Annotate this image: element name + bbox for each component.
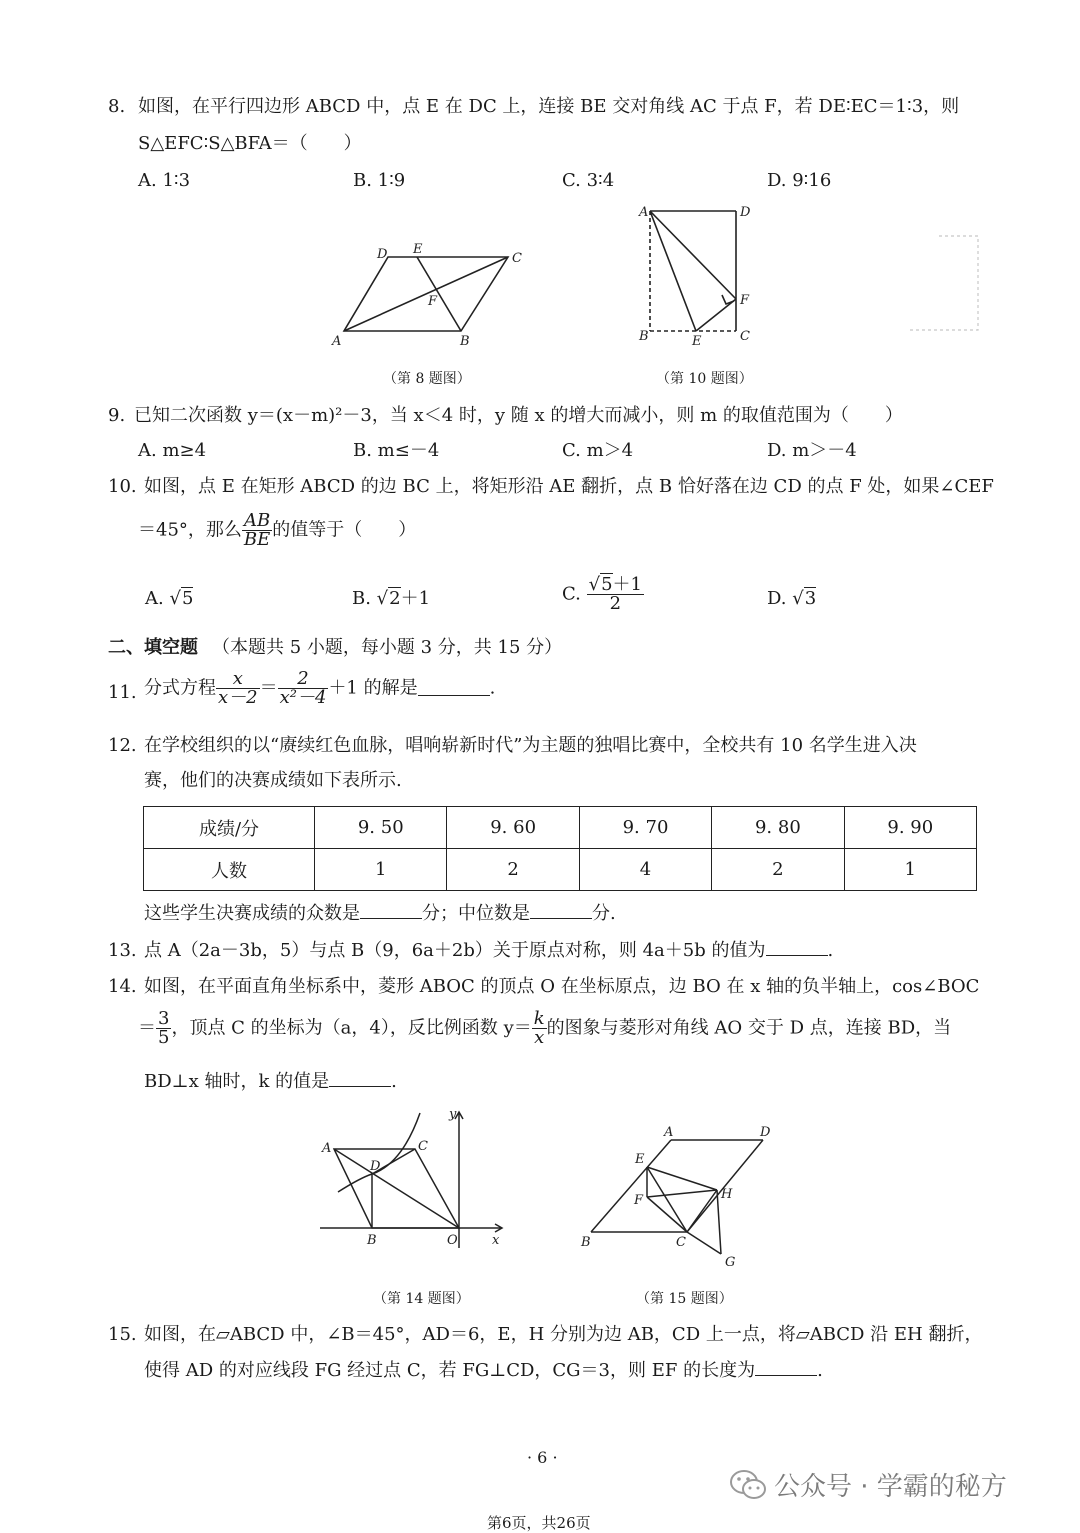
q8-label-a: A: [332, 334, 342, 349]
q10-option-c: [562, 576, 644, 613]
q14-frac-num: 3: [158, 1008, 170, 1029]
q11-frac1-num: x: [216, 670, 260, 689]
wechat-icon: [728, 1468, 768, 1502]
table-cell: 2: [712, 849, 844, 891]
q10-option-d: D. √3: [767, 588, 817, 609]
q13-text: 点 A（2a－3b，5）与点 B（9，6a＋2b）关于原点对称，则 4a＋5b 的值为: [144, 940, 766, 961]
table-cell: 9. 90: [844, 807, 976, 849]
q14-stem-line2: [138, 1010, 951, 1047]
q14-stem-line1: 如图，在平面直角坐标系中，菱形 ABOC 的顶点 O 在坐标原点，边 BO 在 x 轴的负半轴上，cos∠BOC: [144, 976, 980, 997]
table-row: [144, 807, 977, 849]
q15-stem-line2: [144, 1360, 823, 1382]
q15-figure-caption: （第 15 题图）: [636, 1291, 733, 1307]
q14-label-c: C: [418, 1139, 428, 1154]
q15-answer-blank[interactable]: [755, 1361, 817, 1376]
q11-frac2-num: 2: [278, 670, 329, 689]
q12-ask-mode: 这些学生决赛成绩的众数是: [144, 903, 360, 924]
q14-label-d: D: [370, 1159, 381, 1174]
q10-label-a: A: [639, 205, 649, 220]
q14-label-o: O: [447, 1233, 458, 1248]
q8-label-e: E: [413, 242, 423, 257]
q8-label-f: F: [428, 294, 438, 309]
section2-note: （本题共 5 小题，每小题 3 分，共 15 分）: [212, 637, 563, 658]
q11-frac1-den: x－2: [218, 687, 258, 708]
q8-option-c: C. 3∶4: [562, 170, 615, 191]
q10-number: 10.: [108, 476, 137, 497]
q10-label-d: D: [740, 205, 751, 220]
q11-end: .: [489, 677, 496, 699]
table-cell: 人数: [144, 849, 315, 891]
table-cell: 2: [447, 849, 579, 891]
q10-opt-d-value: 3: [804, 588, 817, 609]
q14-mid: ，顶点 C 的坐标为（a，4），反比例函数 y＝: [171, 1017, 532, 1039]
q14-k-num: k: [533, 1008, 545, 1029]
q12-mode-blank[interactable]: [360, 904, 422, 919]
watermark-text: 公众号 · 学霸的秘方: [774, 1472, 1007, 1502]
table-cell: 9. 70: [579, 807, 711, 849]
q14-frac-den: 5: [158, 1027, 170, 1048]
q10-figure-caption: （第 10 题图）: [656, 371, 753, 387]
q9-option-c: C. m＞4: [562, 440, 634, 461]
q12-median-blank[interactable]: [530, 904, 592, 919]
q11-equals: ＝: [259, 677, 278, 699]
scan-margin-mark: [908, 232, 980, 334]
q11-fraction-1: [216, 670, 260, 707]
watermark: [728, 1466, 1007, 1503]
q8-option-d: D. 9∶16: [767, 170, 832, 191]
q14-end: .: [391, 1071, 397, 1092]
q8-label-b: B: [460, 334, 470, 349]
q12-number: 12.: [108, 735, 137, 756]
q8-stem-line1: 如图，在平行四边形 ABCD 中，点 E 在 DC 上，连接 BE 交对角线 AC 于点 F，若 DE∶EC＝1∶3，则: [138, 96, 960, 117]
q15-label-f: F: [634, 1193, 644, 1208]
q13-answer-blank[interactable]: [766, 941, 828, 956]
q12-score-table: [143, 806, 977, 891]
q14-answer-blank[interactable]: [329, 1072, 391, 1087]
q10-opt-b-label: B.: [352, 588, 371, 609]
q14-label-y: y: [449, 1107, 457, 1122]
page-number: · 6 ·: [527, 1448, 558, 1467]
q14-prefix: ＝: [138, 1017, 156, 1039]
q15-label-h: H: [721, 1187, 733, 1202]
q15-text: 使得 AD 的对应线段 FG 经过点 C，若 FG⊥CD，CG＝3，则 EF 的长度为: [144, 1360, 756, 1381]
q10-stem-line2: [138, 512, 416, 549]
q11-fraction-2: [278, 670, 329, 707]
q9-option-a: A. m≥4: [138, 440, 207, 461]
q15-label-a: A: [664, 1125, 674, 1140]
q13-end: .: [827, 940, 834, 961]
q14-stem-line3: [144, 1071, 397, 1093]
q11-suffix: ＋1 的解是: [328, 677, 418, 699]
q10-option-b: B. √2＋1: [352, 588, 431, 609]
q10-stem-line1: 如图，点 E 在矩形 ABCD 的边 BC 上，将矩形沿 AE 翻折，点 B 恰好落在边 CD 的点 F 处，如果∠CEF: [144, 476, 994, 497]
q10-fraction-ab-be: [242, 512, 272, 549]
q12-question: [144, 903, 616, 925]
q15-figure-folded-parallelogram: [575, 1120, 785, 1270]
q10-opt-c-label: C.: [562, 583, 581, 605]
q12-stem-line2: 赛，他们的决赛成绩如下表所示.: [144, 770, 402, 791]
q14-figure-caption: （第 14 题图）: [373, 1291, 470, 1307]
table-cell: 9. 60: [447, 807, 579, 849]
table-cell: 9. 50: [315, 807, 447, 849]
q10-option-a: A. √5: [145, 588, 194, 609]
q15-label-g: G: [725, 1255, 736, 1270]
q11-stem: [144, 670, 495, 707]
table-cell: 成绩/分: [144, 807, 315, 849]
q12-ask-median: 分；中位数是: [422, 903, 530, 924]
q8-label-d: D: [377, 247, 388, 262]
q10-opt-b-value: 2: [389, 588, 401, 609]
table-cell: 1: [844, 849, 976, 891]
q10-opt-b-tail: ＋1: [400, 588, 431, 609]
q14-text: BD⊥x 轴时，k 的值是: [144, 1071, 330, 1092]
q10-opt-c-tail: ＋1: [612, 574, 642, 595]
q13-stem: [144, 940, 833, 962]
q10-stem-prefix: ＝45°，那么: [138, 519, 242, 541]
q13-number: 13.: [108, 940, 137, 961]
q10-label-e: E: [692, 334, 702, 349]
q8-label-c: C: [512, 251, 522, 266]
q14-suffix: 的图象与菱形对角线 AO 交于 D 点，连接 BD，当: [546, 1017, 952, 1039]
q10-opt-a-value: 5: [181, 588, 194, 609]
q8-option-b: B. 1∶9: [353, 170, 406, 191]
q15-number: 15.: [108, 1324, 137, 1345]
q14-k-den: x: [534, 1027, 545, 1048]
q10-figure-rectangle: [630, 200, 760, 350]
q11-frac2-den: x²－4: [279, 687, 327, 708]
q15-label-b: B: [581, 1235, 591, 1250]
q10-opt-d-label: D.: [767, 588, 787, 609]
q10-stem-suffix: 的值等于（ ）: [272, 519, 417, 541]
q8-figure-caption: （第 8 题图）: [383, 371, 471, 387]
q8-option-a: A. 1∶3: [138, 170, 191, 191]
q10-label-c: C: [740, 329, 750, 344]
q14-label-b: B: [367, 1233, 377, 1248]
q14-fraction-k-x: [532, 1010, 547, 1047]
table-cell: 4: [579, 849, 711, 891]
q10-opt-c-root: 5: [601, 574, 613, 595]
q15-label-e: E: [635, 1152, 645, 1167]
q9-option-d: D. m＞－4: [767, 440, 857, 461]
q10-frac-den: BE: [243, 529, 271, 550]
section2-title: 二、填空题: [108, 637, 198, 658]
table-row: [144, 849, 977, 891]
q15-stem-line1: 如图，在▱ABCD 中，∠B＝45°，AD＝6，E，H 分别为边 AB，CD 上一点，将▱ABCD 沿 EH 翻折，: [144, 1324, 983, 1345]
q10-opt-c-den: 2: [609, 593, 622, 614]
q14-label-x: x: [492, 1233, 500, 1248]
q10-label-f: F: [740, 293, 750, 308]
q15-label-c: C: [676, 1235, 686, 1250]
q10-label-b: B: [639, 329, 649, 344]
q8-stem-line2: S△EFC∶S△BFA＝（ ）: [138, 133, 362, 154]
q8-figure-parallelogram: [320, 235, 540, 350]
page-count: 第6页，共26页: [487, 1514, 591, 1532]
q15-end: .: [817, 1360, 823, 1381]
q11-prefix: 分式方程: [144, 677, 216, 699]
table-cell: 9. 80: [712, 807, 844, 849]
q12-ask-end: 分.: [592, 903, 616, 924]
q10-opt-c-fraction: $\frac{√5+1}{2}$: [588, 574, 642, 614]
q11-number: 11.: [108, 682, 137, 703]
q14-number: 14.: [108, 976, 137, 997]
table-cell: 1: [315, 849, 447, 891]
q9-stem: 已知二次函数 y＝(x－m)²－3，当 x＜4 时，y 随 x 的增大而减小，则 m 的取值范围为（ ）: [134, 405, 903, 426]
q10-frac-num: AB: [242, 512, 272, 531]
q14-label-a: A: [322, 1141, 332, 1156]
q14-figure-coordinate-rhombus: [312, 1100, 512, 1255]
q14-fraction-cos: [156, 1010, 171, 1047]
q15-label-d: D: [760, 1125, 771, 1140]
q9-option-b: B. m≤－4: [353, 440, 440, 461]
q11-answer-blank[interactable]: [418, 681, 490, 696]
q8-number: 8.: [108, 96, 126, 117]
q10-opt-a-label: A.: [145, 588, 164, 609]
q9-number: 9.: [108, 405, 126, 426]
q12-stem-line1: 在学校组织的以“赓续红色血脉，唱响崭新时代”为主题的独唱比赛中，全校共有 10 名学生进入决: [144, 735, 917, 756]
